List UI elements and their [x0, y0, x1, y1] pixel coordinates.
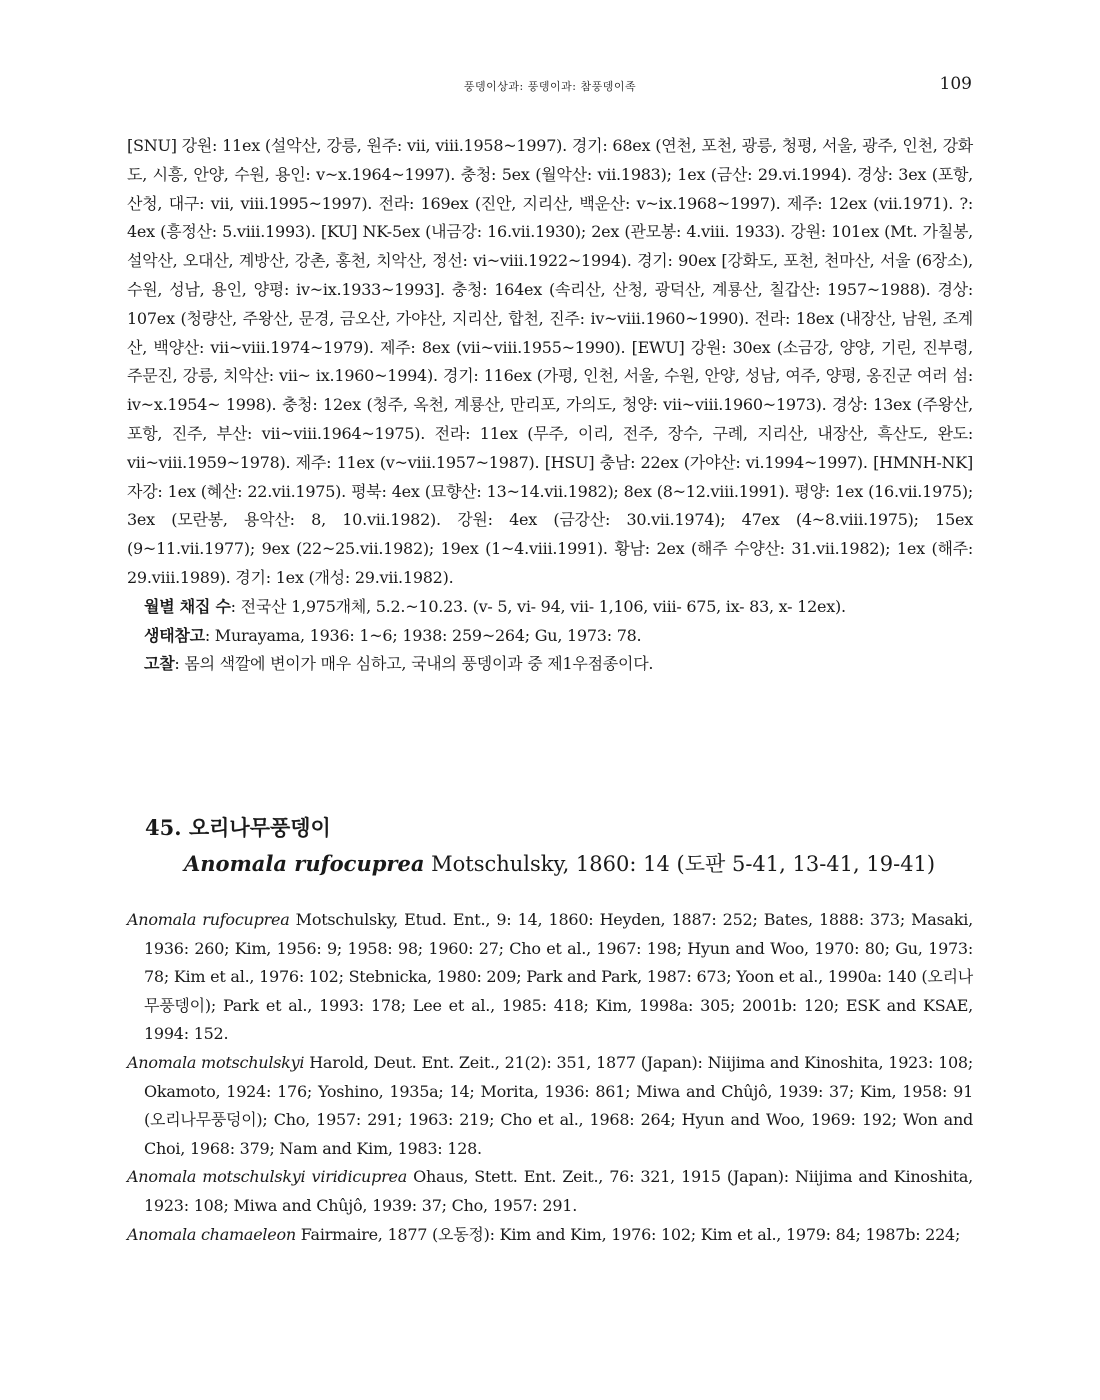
note-label: 고찰: [144, 654, 175, 674]
synonym-name: Anomala motschulskyi viridicuprea: [127, 1167, 407, 1187]
synonym-text: Motschulsky, Etud. Ent., 9: 14, 1860: Heyden, 1887: 252; Bates, 1888: 373; Masaki, 1936: 260; Kim, 1956: 9; 1958: 98; 1960: 27; Cho et al., 1967: 198; Hyun and Woo, 1970: 80; Gu, 1973: 78; Kim et al., 1976: 102; Stebnicka, 1980: 209; Park and Park, 1987: 673; Yoon et al., 1990a: 140 (오리나무풍뎅이); Park et al., 1993: 178; Lee et al., 1985: 418; Kim, 1998a: 305; 2001b: 120; ESK and KSAE, 1994: 152.: [144, 910, 973, 1044]
note-label: 월별 채집 수: [144, 596, 231, 616]
synonym-entry: [127, 1163, 973, 1220]
species-scientific-name: Anomala rufocuprea: [184, 851, 425, 876]
synonym-name: Anomala rufocuprea: [127, 910, 290, 929]
note-label: 생태참고: [144, 625, 205, 645]
page-number: 109: [939, 74, 972, 94]
synonym-entry: [127, 906, 973, 1049]
records-section: [127, 132, 973, 679]
note-text: : 전국산 1,975개체, 5.2.~10.23. (v- 5, vi- 94, vii- 1,106, viii- 675, ix- 83, x- 12ex).: [230, 596, 846, 616]
synonym-list: [127, 906, 973, 1249]
page-header: [0, 74, 1100, 98]
specimen-records: [SNU] 강원: 11ex (설악산, 강릉, 원주: vii, viii.1958~1997). 경기: 68ex (연천, 포천, 광릉, 청평, 서울, 광주, 인천, 강화도, 시흥, 안양, 수원, 용인: v~x.1964~1997). 충청: 5ex (월악산: vii.1983); 1ex (금산: 29.vi.1994). 경상: 3ex (포항, 산청, 대구: vii, viii.1995~1997). 전라: 169ex (진안, 지리산, 백운산: v~ix.1968~1997). 제주: 12ex (vii.1971). ?: 4ex (흥정산: 5.viii.1993). [KU] NK-5ex (내금강: 16.vii.1930); 2ex (관모봉: 4.viii. 1933). 강원: 101ex (Mt. 가칠봉, 설악산, 오대산, 계방산, 강촌, 홍천, 치악산, 정선: vi~viii.1922~1994). 경기: 90ex [강화도, 포천, 천마산, 서울 (6장소), 수원, 성남, 용인, 양평: iv~ix.1933~1993]. 충청: 164ex (속리산, 산청, 광덕산, 계룡산, 칠갑산: 1957~1988). 경상: 107ex (청량산, 주왕산, 문경, 금오산, 가야산, 지리산, 합천, 진주: iv~viii.1960~1990). 전라: 18ex (내장산, 남원, 조계산, 백양산: vii~viii.1974~1979). 제주: 8ex (vii~viii.1955~1990). [EWU] 강원: 30ex (소금강, 양양, 기린, 진부령, 주문진, 강릉, 치악산: vii~ ix.1960~1994). 경기: 116ex (가평, 인천, 서울, 수원, 안양, 성남, 여주, 양평, 옹진군 여러 섬: iv~x.1954~ 1998). 충청: 12ex (청주, 옥천, 계룡산, 만리포, 가의도, 청양: vii~viii.1960~1973). 경상: 13ex (주왕산, 포항, 진주, 부산: vii~viii.1964~1975). 전라: 11ex (무주, 이리, 전주, 장수, 구례, 지리산, 내장산, 흑산도, 완도: vii~viii.1959~1978). 제주: 11ex (v~viii.1957~1987). [HSU] 충남: 22ex (가야산: vi.1994~1997). [HMNH-NK] 자강: 1ex (혜산: 22.vii.1975). 평북: 4ex (묘향산: 13~14.vii.1982); 8ex (8~12.viii.1991). 평양: 1ex (16.vii.1975); 3ex (모란봉, 용악산: 8, 10.vii.1982). 강원: 4ex (금강산: 30.vii.1974); 47ex (4~8.viii.1975); 15ex (9~11.vii.1977); 9ex (22~25.vii.1982); 19ex (1~4.viii.1991). 황남: 2ex (해주 수양산: 31.vii.1982); 1ex (해주: 29.viii.1989). 경기: 1ex (개성: 29.vii.1982).: [127, 136, 973, 587]
running-head: 풍뎅이상과: 풍뎅이과: 참풍뎅이족: [463, 80, 637, 93]
ecology-note: [127, 622, 973, 651]
synonym-text: Ohaus, Stett. Ent. Zeit., 76: 321, 1915 (Japan): Niijima and Kinoshita, 1923: 108; Miwa and Chûjô, 1939: 37; Cho, 1957: 291.: [144, 1167, 973, 1215]
synonym-text: Harold, Deut. Ent. Zeit., 21(2): 351, 1877 (Japan): Niijima and Kinoshita, 1923: 108; Okamoto, 1924: 176; Yoshino, 1935a; 14; Morita, 1936: 861; Miwa and Chûjô, 1939: 37; Kim, 1958: 91 (오리나무풍덩이); Cho, 1957: 291; 1963: 219; Cho et al., 1968: 264; Hyun and Woo, 1969: 192; Won and Choi, 1968: 379; Nam and Kim, 1983: 128.: [144, 1052, 974, 1158]
species-author-citation: Motschulsky, 1860: 14 (도판 5-41, 13-41, 19-41): [424, 852, 936, 876]
synonym-entry: [127, 1221, 973, 1250]
note-text: : 몸의 색깔에 변이가 매우 심하고, 국내의 풍뎅이과 중 제1우점종이다.: [174, 654, 654, 674]
remarks-note: [127, 650, 973, 679]
synonym-name: Anomala motschulskyi: [127, 1052, 305, 1072]
species-korean-name: 45. 오리나무풍뎅이: [145, 815, 331, 840]
species-scientific-line: [145, 846, 965, 882]
synonym-entry: [127, 1049, 973, 1163]
species-heading: [145, 810, 965, 882]
synonym-text: Fairmaire, 1877 (오동정): Kim and Kim, 1976: 102; Kim et al., 1979: 84; 1987b: 224;: [295, 1224, 961, 1244]
synonym-name: Anomala chamaeleon: [127, 1224, 296, 1244]
note-text: : Murayama, 1936: 1~6; 1938: 259~264; Gu, 1973: 78.: [204, 625, 642, 645]
monthly-collection-note: [127, 593, 973, 622]
